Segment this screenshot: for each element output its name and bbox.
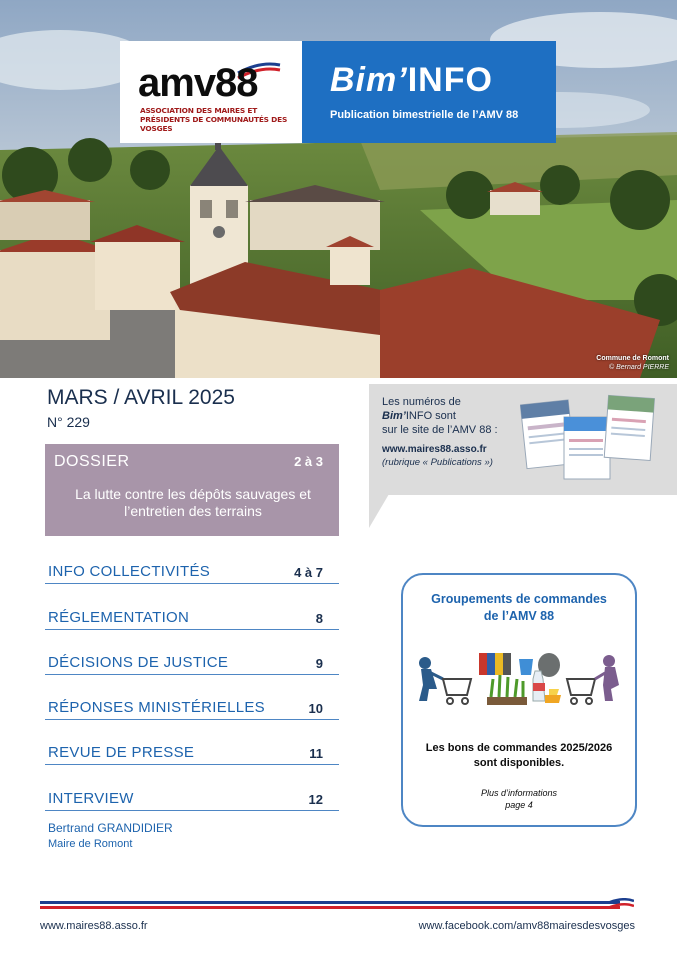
toc-page: 10 [308, 701, 323, 716]
title-suffix: INFO [407, 61, 493, 99]
amv88-logo [120, 41, 302, 143]
toc-page: 12 [308, 792, 323, 807]
toc-label: RÉGLEMENTATION [48, 609, 190, 626]
toc-item-info-collectivites[interactable] [45, 562, 339, 584]
paint-bucket-icon [519, 659, 533, 675]
archive-line-1: Les numéros de [382, 396, 461, 408]
groupement-title: Groupements de commandes de l’AMV 88 [431, 592, 607, 623]
archive-text [382, 395, 498, 437]
toc-page: 9 [315, 656, 323, 671]
toc-label: INTERVIEW [48, 790, 134, 807]
groupement-text: Les bons de commandes 2025/2026 sont disponibles. [425, 742, 613, 769]
panel-tail-shape [369, 494, 389, 528]
publication-title-banner [302, 41, 556, 143]
seedlings-icon [487, 675, 527, 705]
footer-website-link[interactable]: www.maires88.asso.fr [40, 920, 148, 932]
toc-label: DÉCISIONS DE JUSTICE [48, 654, 229, 671]
toc-label: REVUE DE PRESSE [48, 744, 195, 761]
caption-credit: © Bernard PIERRE [608, 364, 669, 371]
issue-date: MARS / AVRIL 2025 [47, 386, 235, 409]
dossier-pages: 2 à 3 [294, 454, 323, 469]
title-prefix: Bim’ [330, 61, 408, 99]
toc-label: INFO COLLECTIVITÉS [48, 563, 211, 580]
logo-wordmark: amv88 [138, 61, 258, 105]
archive-link[interactable]: www.maires88.asso.fr [382, 444, 487, 455]
cart-right-icon [567, 679, 595, 704]
toc-page: 8 [315, 611, 323, 626]
photo-caption [596, 354, 669, 372]
toc-item-decisions-de-justice[interactable] [45, 653, 339, 675]
archive-line-2: Bim’INFO sont [382, 410, 456, 422]
publication-title [330, 61, 493, 100]
cart-left-icon [443, 679, 471, 704]
interview-role: Maire de Romont [48, 838, 133, 850]
toc-item-revue-de-presse[interactable] [45, 743, 339, 765]
dossier-label: DOSSIER [54, 453, 130, 470]
toc-item-reglementation[interactable] [45, 608, 339, 630]
footer-facebook-link[interactable]: www.facebook.com/amv88mairesdesvosges [418, 920, 635, 932]
archive-note: (rubrique « Publications ») [382, 457, 493, 468]
shopper-left-icon [419, 657, 443, 701]
toc-label: RÉPONSES MINISTÉRIELLES [48, 699, 265, 716]
issue-number: N° 229 [47, 414, 90, 430]
caption-place: Commune de Romont [596, 355, 669, 362]
toc-item-interview[interactable] [45, 789, 339, 811]
binders-icon [479, 653, 511, 675]
dossier-box[interactable] [45, 444, 339, 536]
shopping-cart-illustration [407, 641, 635, 731]
dossier-description: La lutte contre les dépôts sauvages et l’entretien des terrains [75, 486, 311, 519]
newsletter-covers-icon [520, 393, 660, 483]
toc-item-reponses-ministerielles[interactable] [45, 698, 339, 720]
groupement-box[interactable] [401, 573, 637, 827]
interview-name: Bertrand GRANDIDIER [48, 821, 173, 835]
toc-page: 11 [309, 746, 323, 761]
publication-subtitle: Publication bimestrielle de l’AMV 88 [330, 109, 519, 121]
shopper-right-icon [595, 655, 619, 701]
archive-line-3: sur le site de l’AMV 88 : [382, 424, 498, 436]
logo-tagline: ASSOCIATION DES MAIRES ET PRÉSIDENTS DE COMMUNAUTÉS DES VOSGES [140, 106, 288, 133]
toc-page: 4 à 7 [294, 565, 323, 580]
tricolor-footer-rule [40, 898, 634, 914]
groupement-more-info: Plus d’informations page 4 [480, 788, 558, 810]
